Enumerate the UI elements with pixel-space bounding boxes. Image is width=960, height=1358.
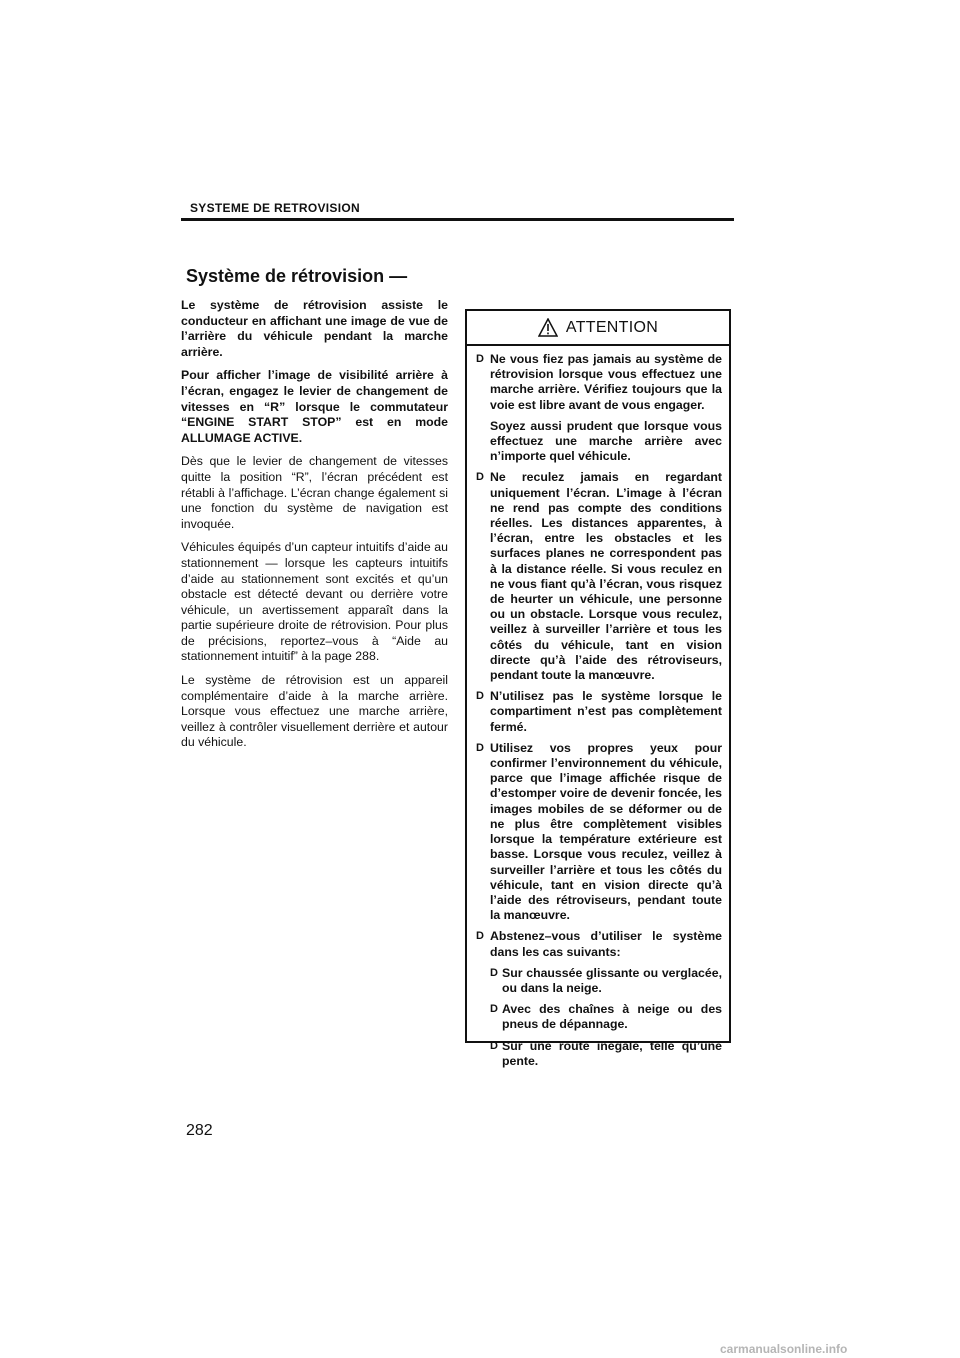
warning-item-text: Utilisez vos propres yeux pour confirmer l’environnement du véhicule, parce que l’image affichée risque de d’estomper voire de devenir foncée, les images mobiles de se déformer ou de ne plus être complètement visibles lorsque la température extérieure est basse. Lorsque vous reculez, veillez à surveiller l’arrière et tous les côtés du véhicule, tant en vision directe qu’à l’aide des rétroviseurs, pendant toute la manœuvre. bbox=[490, 740, 722, 923]
running-header: SYSTEME DE RETROVISION bbox=[190, 201, 360, 215]
body-text-column bbox=[181, 298, 448, 759]
warning-item-text: Ne vous fiez pas jamais au système de rétrovision lorsque vous effectuez une marche arrière. Vérifiez toujours que la voie est libre avant de vous engager. bbox=[490, 352, 722, 412]
warning-item bbox=[476, 352, 722, 413]
warning-sub-item bbox=[476, 1002, 722, 1032]
instruction-paragraph: Pour afficher l’image de visibilité arrière à l’écran, engagez le levier de changement de vitesses en “R” lorsque le commutateur “ENGINE START STOP” est en mode ALLUMAGE ACTIVE. bbox=[181, 368, 448, 445]
watermark-text: carmanualsonline.info bbox=[720, 1342, 848, 1356]
warning-item-text: Abstenez–vous d’utiliser le système dans les cas suivants: bbox=[490, 929, 722, 959]
bullet-icon: D bbox=[490, 966, 498, 979]
warning-item bbox=[476, 741, 722, 923]
warning-sub-item-text: Sur chaussée glissante ou verglacée, ou dans la neige. bbox=[502, 965, 722, 995]
intro-paragraph: Le système de rétrovision assiste le conducteur en affichant une image de vue de l’arrière du véhicule pendant la marche arrière. bbox=[181, 298, 448, 359]
warning-body bbox=[467, 346, 729, 1069]
warning-item-text: Ne reculez jamais en regardant uniquement l’écran. L’image à l’écran ne rend pas compte des conditions réelles. Les distances apparentes, à l’écran, entre les obstacles et les surfaces planes ne correspondent pas à la distance réelle. Si vous reculez en ne vous fiant qu’à l’écran, vous risquez de heurter un véhicule, une personne ou un obstacle. Lorsque vous reculez, veillez à surveiller l’arrière et tous les côtés du véhicule, tant en vision directe qu’à l’aide des rétroviseurs, pendant toute la manœuvre. bbox=[490, 470, 722, 683]
bullet-icon: D bbox=[490, 1003, 498, 1016]
body-paragraph: Véhicules équipés d’un capteur intuitifs d’aide au stationnement — lorsque les capteurs intuitifs d’aide au stationnement sont excités et qu’un obstacle est détecté devant ou derrière votre véhicule, un avertissement apparaît dans la partie supérieure droite de rétrovision. Pour plus de précisions, reportez–vous à “Aide au stationnement intuitif” à la page 288. bbox=[181, 540, 448, 664]
section-title: Système de rétrovision — bbox=[186, 266, 408, 286]
warning-item bbox=[476, 929, 722, 959]
warning-sub-item bbox=[476, 1039, 722, 1069]
warning-item bbox=[476, 470, 722, 683]
body-paragraph: Dès que le levier de changement de vitesses quitte la position “R”, l’écran précédent est rétabli à l’affichage. L’écran change également si une fonction du système de navigation est invoquée. bbox=[181, 454, 448, 531]
bullet-icon: D bbox=[490, 1039, 498, 1052]
warning-header bbox=[467, 311, 729, 346]
page-number: 282 bbox=[186, 1122, 213, 1139]
warning-sub-item bbox=[476, 966, 722, 996]
bullet-icon: D bbox=[476, 690, 484, 703]
warning-triangle-icon bbox=[538, 318, 558, 337]
bullet-icon: D bbox=[476, 741, 484, 754]
warning-box bbox=[465, 309, 731, 1068]
warning-title: ATTENTION bbox=[565, 318, 659, 336]
bullet-icon: D bbox=[476, 471, 484, 484]
warning-item-continuation: Soyez aussi prudent que lorsque vous effectuez une marche arrière avec n’importe quel véhicule. bbox=[490, 418, 722, 464]
bullet-icon: D bbox=[476, 930, 484, 943]
warning-item-text: N’utilisez pas le système lorsque le compartiment n’est pas complètement fermé. bbox=[490, 689, 722, 734]
bullet-icon: D bbox=[476, 353, 484, 365]
header-rule bbox=[181, 218, 734, 221]
warning-sub-item-text: Avec des chaînes à neige ou des pneus de dépannage. bbox=[502, 1002, 722, 1032]
warning-item bbox=[476, 689, 722, 735]
body-paragraph: Le système de rétrovision est un appareil complémentaire d’aide à la marche arrière. Lorsque vous effectuez une marche arrière, veillez à contrôler visuellement derrière et autour du véhicule. bbox=[181, 673, 448, 750]
warning-sub-item-text: Sur une route inégale, telle qu’une pente. bbox=[502, 1038, 722, 1068]
